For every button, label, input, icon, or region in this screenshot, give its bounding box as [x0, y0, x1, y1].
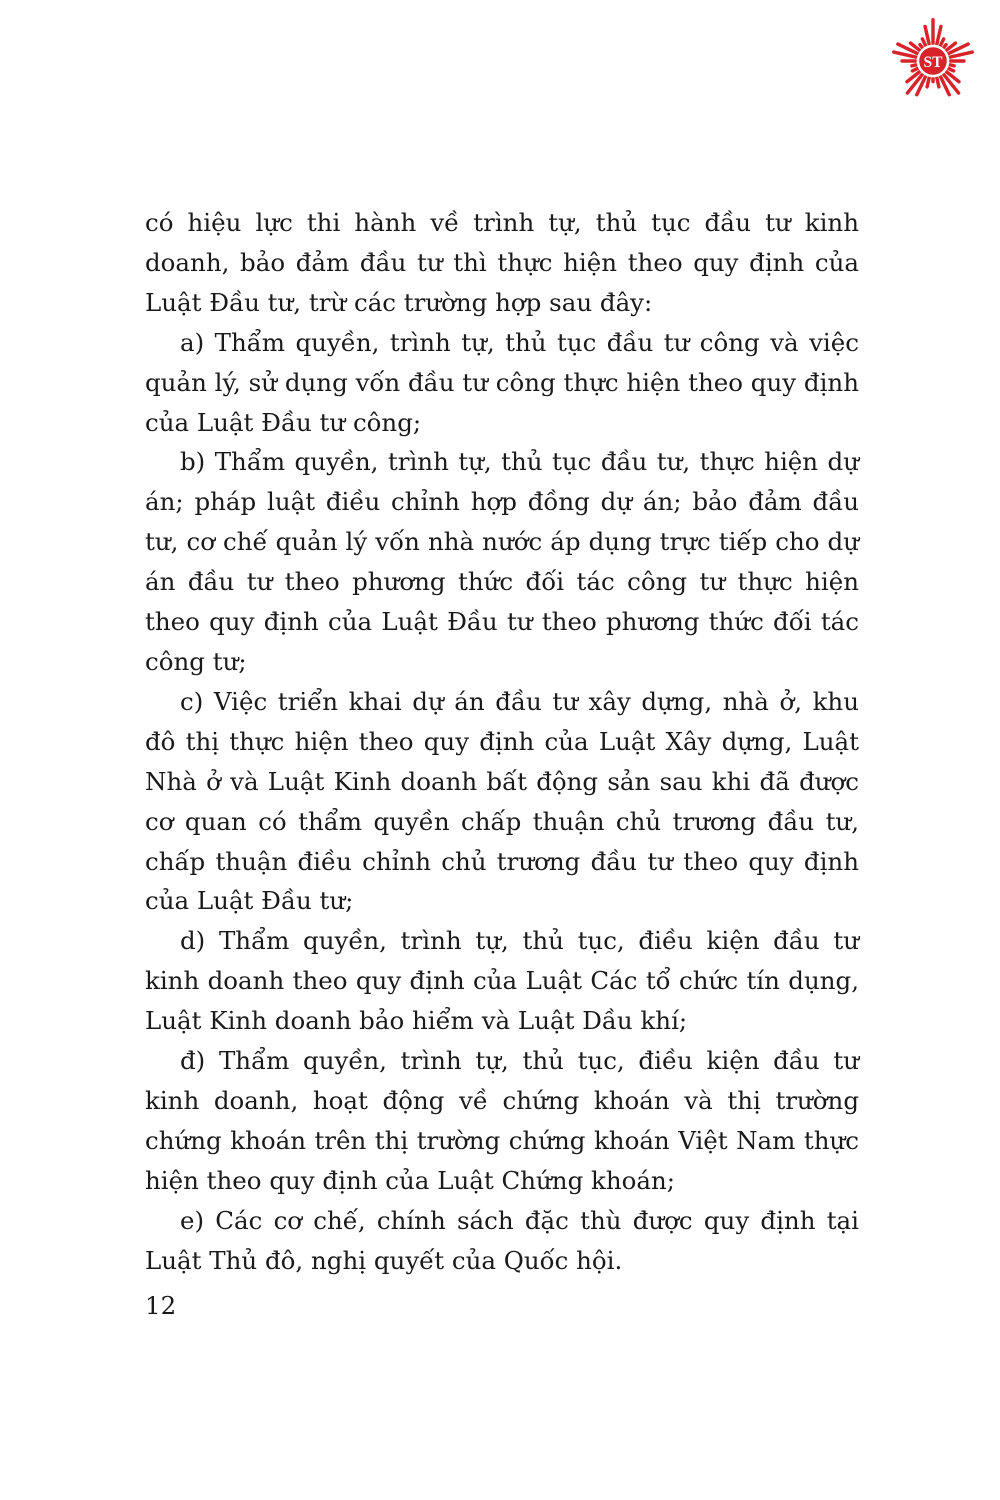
body-text	[145, 203, 859, 1280]
logo-ray	[922, 39, 925, 46]
logo-ray	[940, 39, 943, 46]
paragraph-d: d) Thẩm quyền, trình tự, thủ tục, điều kiện đầu tư kinh doanh theo quy định của Luật Các tổ chức tín dụng, Luật Kinh doanh bảo hiểm và Luật Dầu khí;	[145, 926, 859, 1036]
paragraph-dd: đ) Thẩm quyền, trình tự, thủ tục, điều kiện đầu tư kinh doanh, hoạt động về chứng khoán và thị trường chứng khoán trên thị trường chứng khoán Việt Nam thực hiện theo quy định của Luật Chứng khoán;	[145, 1046, 859, 1195]
logo-ray	[937, 78, 939, 87]
logo-ray	[948, 68, 953, 70]
logo-ray	[920, 45, 922, 48]
page-number: 12	[145, 1291, 177, 1320]
logo-ray	[912, 65, 916, 66]
paragraph-e: e) Các cơ chế, chính sách đặc thù được quy định tại Luật Thủ đô, nghị quyết của Quốc hội.	[145, 1205, 859, 1275]
logo-ray	[950, 65, 954, 66]
logo-ray	[937, 26, 941, 44]
paragraph-intro: có hiệu lực thi hành về trình tự, thủ tục đầu tư kinh doanh, bảo đảm đầu tư thì thực hiện theo quy định của Luật Đầu tư, trừ các trường hợp sau đây:	[145, 208, 859, 317]
paragraph-c: c) Việc triển khai dự án đầu tư xây dựng, nhà ở, khu đô thị thực hiện theo quy định của Luật Xây dựng, Luật Nhà ở và Luật Kinh doanh bất động sản sau khi đã được cơ quan có thẩm quyền chấp thuận chủ trương đầu tư, chấp thuận điều chỉnh chủ trương đầu tư theo quy định của Luật Đầu tư;	[145, 686, 859, 916]
logo-ray	[927, 78, 929, 87]
logo-ray	[925, 26, 929, 44]
paragraph-b: b) Thẩm quyền, trình tự, thủ tục đầu tư, thực hiện dự án; pháp luật điều chỉnh hợp đồng dự án; bảo đảm đầu tư, cơ chế quản lý vốn nhà nước áp dụng trực tiếp cho dự án đầu tư theo phương thức đối tác công tư thực hiện theo quy định của Luật Đầu tư theo phương thức đối tác công tư;	[145, 447, 859, 676]
logo-ray	[912, 68, 917, 70]
star-logo-icon	[890, 18, 976, 104]
svg-text:ST: ST	[923, 54, 943, 72]
logo-ray	[944, 45, 946, 48]
paragraph-a: a) Thẩm quyền, trình tự, thủ tục đầu tư công và việc quản lý, sử dụng vốn đầu tư công thực hiện theo quy định của Luật Đầu tư công;	[145, 327, 859, 437]
